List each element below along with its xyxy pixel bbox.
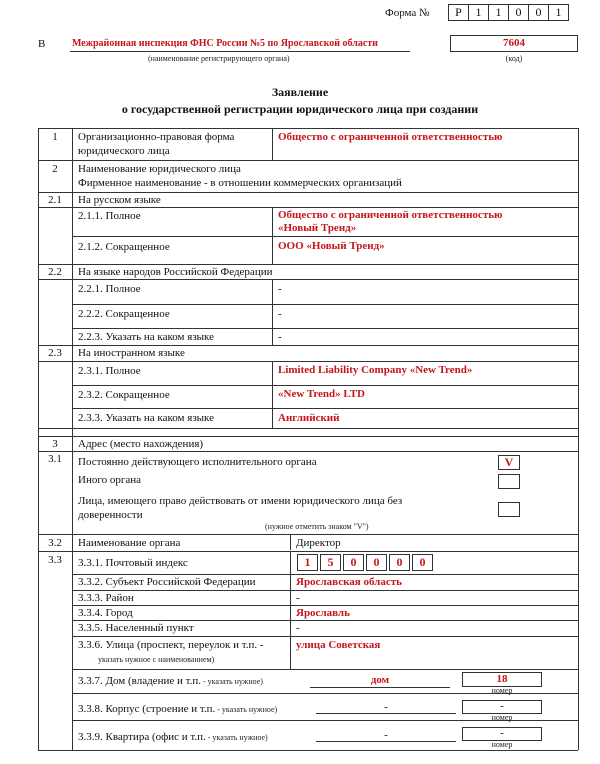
doc-subtitle: о государственной регистрации юридического лица при создании bbox=[121, 102, 479, 116]
other-body-checkbox[interactable] bbox=[498, 474, 520, 489]
form-code-cell: 1 bbox=[488, 4, 509, 21]
row-hint: указать нужное с наименованием) bbox=[98, 655, 215, 664]
full-name-ru: Общество с ограниченной ответственностью bbox=[278, 209, 503, 221]
row-number: 1 bbox=[52, 131, 58, 143]
doc-title: Заявление bbox=[271, 85, 329, 99]
form-code-cell: 0 bbox=[528, 4, 549, 21]
short-name-ru: ООО «Новый Тренд» bbox=[278, 240, 385, 252]
postal-digit: 0 bbox=[389, 554, 410, 571]
number-caption: номер bbox=[491, 713, 513, 722]
row-label: 3.3.2. Субъект Российской Федерации bbox=[78, 576, 256, 588]
city-value: Ярославль bbox=[296, 607, 350, 619]
option-label: доверенности bbox=[78, 509, 143, 521]
option-label: Иного органа bbox=[78, 474, 141, 486]
option-label: Лица, имеющего право действовать от имени юридического лица без bbox=[78, 495, 403, 507]
row-label: 3.3.5. Населенный пункт bbox=[78, 622, 194, 634]
checkbox-note: (нужное отметить знаком "V") bbox=[265, 522, 369, 531]
row-label: Организационно-правовая форма bbox=[78, 131, 235, 143]
full-name-ru: «Новый Тренд» bbox=[278, 222, 357, 234]
postal-digit: 5 bbox=[320, 554, 341, 571]
row-value: - bbox=[278, 308, 282, 320]
row-number: 2.3 bbox=[48, 347, 62, 359]
house-type-value: дом bbox=[370, 674, 390, 686]
row-label: 2.1.1. Полное bbox=[78, 210, 141, 222]
short-name-foreign: «New Trend» LTD bbox=[278, 388, 366, 400]
settlement-value: - bbox=[296, 622, 300, 634]
foreign-language: Английский bbox=[278, 412, 340, 424]
number-caption: номер bbox=[491, 686, 513, 695]
row-number: 3 bbox=[52, 438, 58, 450]
postal-digit: 0 bbox=[412, 554, 433, 571]
district-value: - bbox=[296, 592, 300, 604]
legal-form-value: Общество с ограниченной ответственностью bbox=[278, 131, 503, 143]
row-label: юридического лица bbox=[78, 145, 170, 157]
form-code-cell: 1 bbox=[468, 4, 489, 21]
postal-digit: 1 bbox=[297, 554, 318, 571]
building-number-value: - bbox=[500, 700, 504, 712]
row-label: 3.3.1. Почтовый индекс bbox=[78, 557, 188, 569]
number-caption: номер bbox=[491, 740, 513, 749]
row-number: 2.2 bbox=[48, 266, 62, 278]
row-label: Адрес (место нахождения) bbox=[78, 438, 204, 450]
form-label: Форма № bbox=[385, 7, 430, 19]
row-label: 2.1.2. Сокращенное bbox=[78, 241, 170, 253]
form-code-cell: 0 bbox=[508, 4, 529, 21]
row-label: Наименование юридического лица bbox=[78, 163, 241, 175]
row-label: 3.3.8. Корпус (строение и т.п. - указать нужное) bbox=[78, 703, 278, 715]
row-label: 2.3.3. Указать на каком языке bbox=[78, 412, 215, 424]
postal-digit: 0 bbox=[366, 554, 387, 571]
row-value: - bbox=[278, 283, 282, 295]
full-name-foreign: Limited Liability Company «New Trend» bbox=[278, 364, 473, 376]
postal-digit: 0 bbox=[343, 554, 364, 571]
body-name-value: Директор bbox=[296, 537, 341, 549]
apartment-number-value: - bbox=[500, 727, 504, 739]
row-label: 2.3.1. Полное bbox=[78, 365, 141, 377]
row-label: 3.3.4. Город bbox=[78, 607, 133, 619]
form-code-cell: Р bbox=[448, 4, 469, 21]
row-label: Фирменное наименование - в отношении коммерческих организаций bbox=[78, 177, 402, 189]
row-number: 3.2 bbox=[48, 537, 62, 549]
form-code-cell: 1 bbox=[548, 4, 569, 21]
apartment-type-value: - bbox=[384, 729, 388, 741]
row-label: Наименование органа bbox=[78, 537, 181, 549]
code-caption: (код) bbox=[505, 54, 523, 63]
row-label: 3.3.3. Район bbox=[78, 592, 134, 604]
street-value: улица Советская bbox=[296, 639, 381, 651]
row-label: 3.3.7. Дом (владение и т.п. - указать нужное) bbox=[78, 675, 263, 687]
to-prefix: В bbox=[38, 38, 46, 50]
row-label: 2.3.2. Сокращенное bbox=[78, 389, 170, 401]
authority-code: 7604 bbox=[503, 37, 525, 49]
row-label: 2.2.1. Полное bbox=[78, 283, 141, 295]
row-label: 3.3.9. Квартира (офис и т.п. - указать нужное) bbox=[78, 731, 268, 743]
option-label: Постоянно действующего исполнительного органа bbox=[78, 456, 317, 468]
row-number: 3.3 bbox=[48, 554, 62, 566]
row-number: 2 bbox=[52, 163, 58, 175]
row-value: - bbox=[278, 331, 282, 343]
proxyless-person-checkbox[interactable] bbox=[498, 502, 520, 517]
row-label: 3.3.6. Улица (проспект, переулок и т.п. - bbox=[78, 639, 264, 651]
house-number-value: 18 bbox=[496, 673, 508, 685]
row-number: 2.1 bbox=[48, 194, 62, 206]
authority-name: Межрайонная инспекция ФНС России №5 по Ярославской области bbox=[72, 38, 378, 49]
building-type-value: - bbox=[384, 701, 388, 713]
row-number: 3.1 bbox=[48, 453, 62, 465]
executive-body-checkbox[interactable]: V bbox=[498, 455, 520, 470]
row-label: На иностранном языке bbox=[78, 347, 185, 359]
row-label: На языке народов Российской Федерации bbox=[78, 266, 273, 278]
row-label: 2.2.2. Сокращенное bbox=[78, 308, 170, 320]
row-label: 2.2.3. Указать на каком языке bbox=[78, 331, 215, 343]
row-label: На русском языке bbox=[78, 194, 161, 206]
region-value: Ярославская область bbox=[296, 576, 402, 588]
authority-caption: (наименование регистрирующего органа) bbox=[148, 54, 290, 63]
